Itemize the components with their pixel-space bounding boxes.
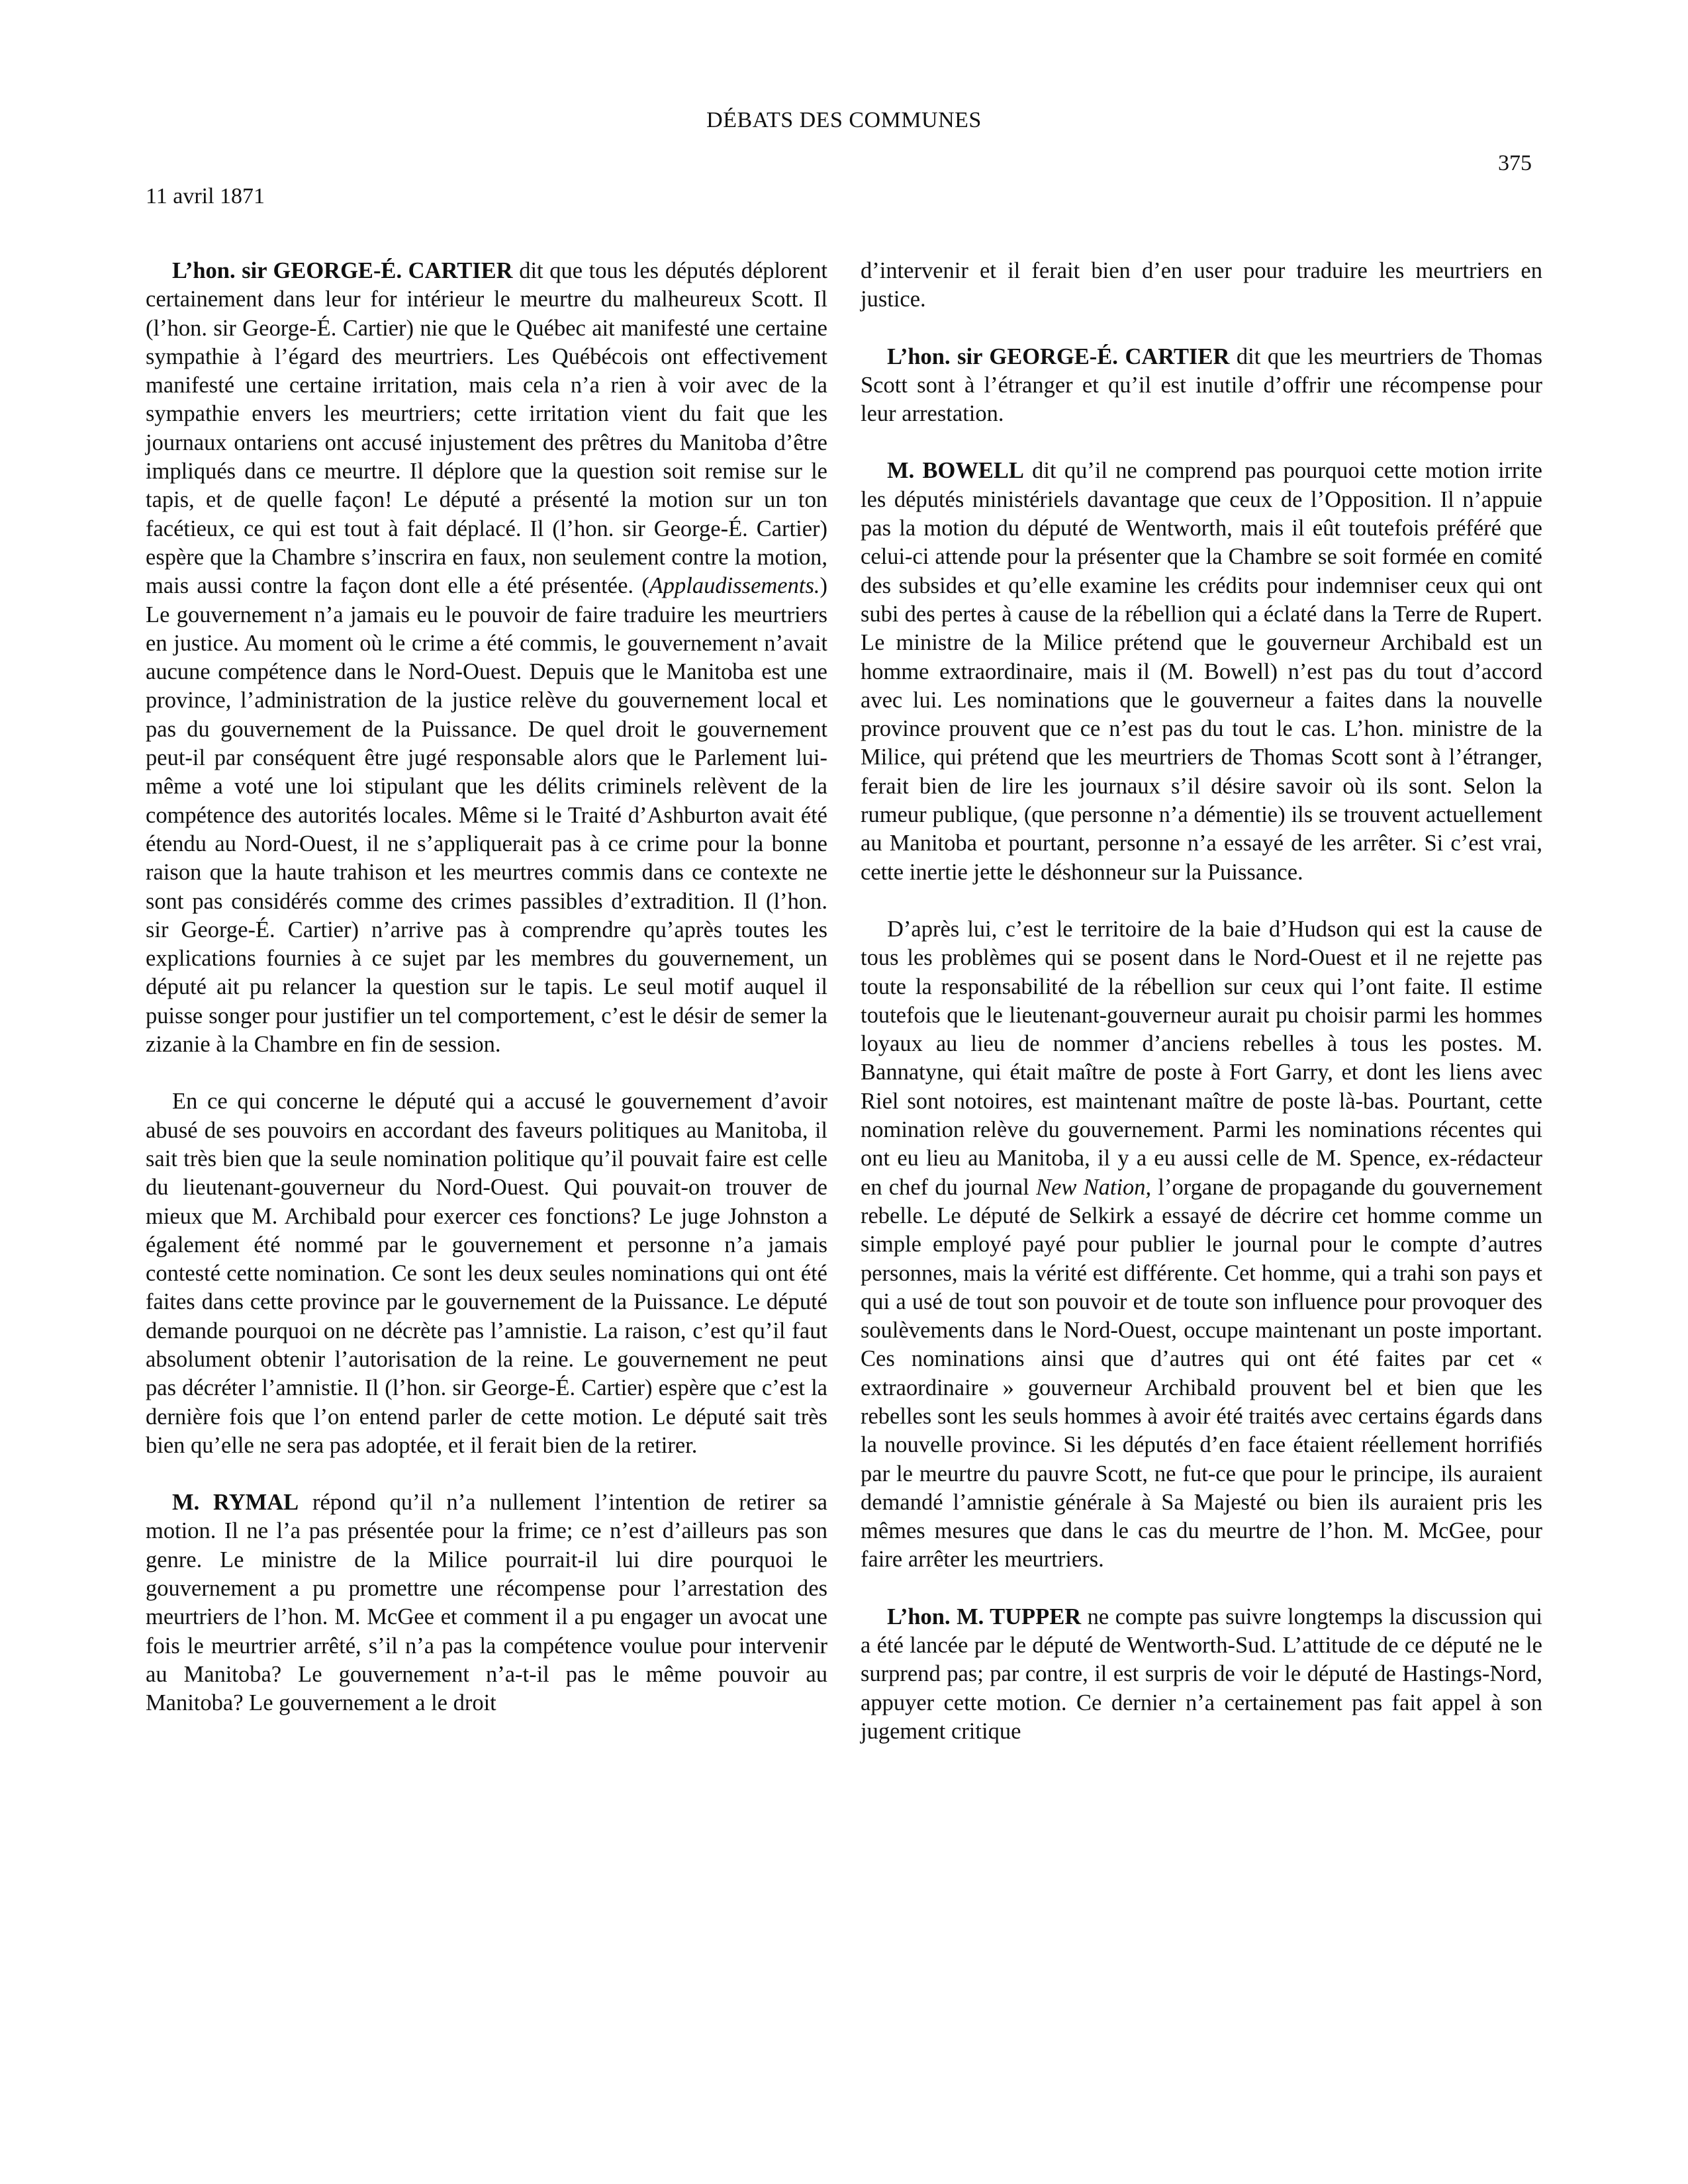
speaker-name: L’hon. M. TUPPER [887,1604,1082,1629]
paragraph-bowell-2 [861,915,1542,1574]
page-number: 375 [1498,151,1532,175]
paragraph-text: dit que les meurtriers de Thomas Scott sont à l’étranger et qu’il est inutile d’offrir une récompense pour leur arrestation. [861,343,1542,427]
paragraph-text: En ce qui concerne le député qui a accusé le gouvernement d’avoir abusé de ses pouvoirs en accordant des faveurs politiques au Manitoba, il sait très bien que la seule nomination politique qu’il pouvait faire est celle du lieutenant-gouverneur du Nord-Ouest. Qui pouvait-on trouver de mieux que M. Archibald pour exercer ces fonctions? Le juge Johnston a également été nommé par le gouvernement et personne n’a jamais contesté cette nomination. Ce sont les deux seules nominations qui ont été faites dans cette province par le gouvernement de la Puissance. Le député demande pourquoi on ne décrète pas l’amnistie. La raison, c’est qu’il faut absolument obtenir l’autorisation de la reine. Le gouvernement ne peut pas décréter l’amnistie. Il (l’hon. sir George-É. Cartier) espère que c’est la dernière fois que l’on entend parler de cette motion. Le député sait très bien qu’elle ne sera pas adoptée, et il ferait bien de la retirer. [146,1089,827,1458]
paragraph-text: répond qu’il n’a nullement l’intention de retirer sa motion. Il ne l’a pas présentée pour la frime; ce n’est d’ailleurs pas son genre. Le ministre de la Milice pourrait-il lui dire pourquoi le gouvernement a pu promettre une récompense pour l’arrestation des meurtriers de l’hon. M. McGee et comment il a pu engager un avocat une fois le meurtrier arrêté, s’il n’a pas la compétence voulue pour intervenir au Manitoba? Le gouvernement n’a-t-il pas le même pouvoir au Manitoba? Le gouvernement a le droit [146,1490,827,1716]
paragraph-text: dit qu’il ne comprend pas pourquoi cette motion irrite les députés ministériels davantage que ceux de l’Opposition. Il n’appuie pas la motion du député de Wentworth, mais il eût toutefois préféré que celui-ci attende pour la présenter que la Chambre se soit formée en comité des subsides et qu’elle examine les crédits pour indemniser ceux qui ont subi des pertes à cause de la rébellion qui a éclaté dans la Terre de Rupert. Le ministre de la Milice prétend que le gouverneur Archibald est un homme extraordinaire, mais il (M. Bowell) n’est pas du tout d’accord avec lui. Les nominations que le gouverneur a faites dans la nouvelle province prouvent que ce n’est pas du tout le cas. L’hon. ministre de la Milice, qui prétend que les meurtriers de Thomas Scott sont à l’étranger, ferait bien de lire les journaux s’il désire savoir où ils sont. Selon la rumeur publique, (que personne n’a démentie) ils se trouvent actuellement au Manitoba et pourtant, personne n’a essayé de les arrêter. Si c’est vrai, cette inertie jette le déshonneur sur la Puissance. [861,458,1542,885]
speaker-name: L’hon. sir GEORGE-É. CARTIER [887,343,1230,369]
speaker-name: L’hon. sir GEORGE-É. CARTIER [172,258,513,283]
paragraph-bowell-1 [861,457,1542,886]
running-head: DÉBATS DES COMMUNES [706,108,982,132]
italic-text: New Nation, [1036,1174,1152,1200]
paragraph-text: dit que tous les députés déplorent certainement dans leur for intérieur le meurtre du malheureux Scott. Il (l’hon. sir George-É. Cartier) nie que le Québec ait manifesté une certaine sympathie à l’égard des meurtriers. Les Québécois ont effectivement manifesté une certaine irritation, mais cela n’a rien à voir avec de la sympathie envers les meurtriers; cette irritation vient du fait que les journaux ontariens ont accusé injustement des prêtres du Manitoba d’être impliqués dans ce meurtre. Il déplore que la question soit remise sur le tapis, et de quelle façon! Le député a présenté la motion sur un ton facétieux, ce qui est tout à fait déplacé. Il (l’hon. sir George-É. Cartier) espère que la Chambre s’inscrira en faux, non seulement contre la motion, mais aussi contre la façon dont elle a été présentée. ( [146,258,828,599]
paragraph-rymal-continued [861,257,1542,314]
speaker-name: M. BOWELL [887,458,1024,484]
left-column [146,257,827,1747]
sitting-date: 11 avril 1871 [146,184,265,208]
paragraph-text: l’organe de propagande du gouvernement rebelle. Le député de Selkirk a essayé de décrire cet homme comme un simple employé payé pour publier le journal pour le compte d’autres personnes, mais la vérité est différente. Cet homme, qui a trahi son pays et qui a usé de tout son pouvoir et de toute son influence pour provoquer des soulèvements dans le Nord-Ouest, occupe maintenant un poste important. Ces nominations ainsi que d’autres qui ont été faites par cet « extraordinaire » gouverneur Archibald prouvent bel et bien que les rebelles sont les seuls hommes à avoir été traités avec certains égards dans la nouvelle province. Si les députés d’en face étaient réellement horrifiés par le meurtre du pauvre Scott, ne fut-ce que pour le principe, ils auraient demandé l’amnistie générale à Sa Majesté ou bien ils auraient pris les mêmes mesures que dans le cas du meurtre de l’hon. M. McGee, pour faire arrêter les meurtriers. [861,1174,1542,1572]
paragraph-cartier-1 [146,257,827,1059]
paragraph-cartier-2 [146,1087,827,1460]
paragraph-rymal [146,1488,827,1717]
speaker-name: M. RYMAL [172,1490,299,1516]
paragraph-tupper [861,1603,1542,1746]
paragraph-text: ) Le gouvernement n’a jamais eu le pouvoir de faire traduire les meurtriers en justice. Au moment où le crime a été commis, le gouvernement n’avait aucune compétence dans le Nord-Ouest. Depuis que le Manitoba est une province, l’administration de la justice relève du gouvernement local et pas du gouvernement de la Puissance. De quel droit le gouvernement peut-il par conséquent être jugé responsable alors que le Parlement lui-même a voté une loi stipulant que les délits criminels relèvent de la compétence des autorités locales. Même si le Traité d’Ashburton avait été étendu au Nord-Ouest, il ne s’appliquerait pas à ce crime pour la bonne raison que la haute trahison et les meurtres commis dans ce contexte ne sont pas considérés comme des crimes passibles d’extradition. Il (l’hon. sir George-É. Cartier) n’arrive pas à comprendre qu’après toutes les explications fournies à ce sujet par les membres du gouvernement, un député ait pu relancer la question sur le tapis. Le seul motif auquel il puisse songer pour justifier un tel comportement, c’est le désir de semer la zizanie à la Chambre en fin de session. [146,573,827,1058]
paragraph-cartier-3 [861,343,1542,429]
paragraph-text: D’après lui, c’est le territoire de la baie d’Hudson qui est la cause de tous les problèmes qui se posent dans le Nord-Ouest et il ne rejette pas toute la responsabilité de la rébellion sur ceux qui l’ont faite. Il estime toutefois que le lieutenant-gouverneur aurait pu choisir parmi les hommes loyaux au lieu de nommer d’anciens rebelles à tous les postes. M. Bannatyne, qui était maître de poste à Fort Garry, et dont les liens avec Riel sont notoires, est maintenant maître de poste là-bas. Pourtant, cette nomination relève du gouvernement. Parmi les nominations récentes qui ont eu lieu au Manitoba, il y a eu aussi celle de M. Spence, ex-rédacteur en chef du journal [861,916,1542,1200]
paragraph-text: d’intervenir et il ferait bien d’en user pour traduire les meurtriers en justice. [861,258,1542,312]
right-column [861,257,1542,1774]
italic-text: Applaudissements. [649,573,820,599]
paragraph-text: ne compte pas suivre longtemps la discussion qui a été lancée par le député de Wentworth-Sud. L’attitude de ce député ne le surprend pas; par contre, il est surpris de voir le député de Hastings-Nord, appuyer cette motion. Ce dernier n’a certainement pas fait appel à son jugement critique [861,1604,1542,1744]
